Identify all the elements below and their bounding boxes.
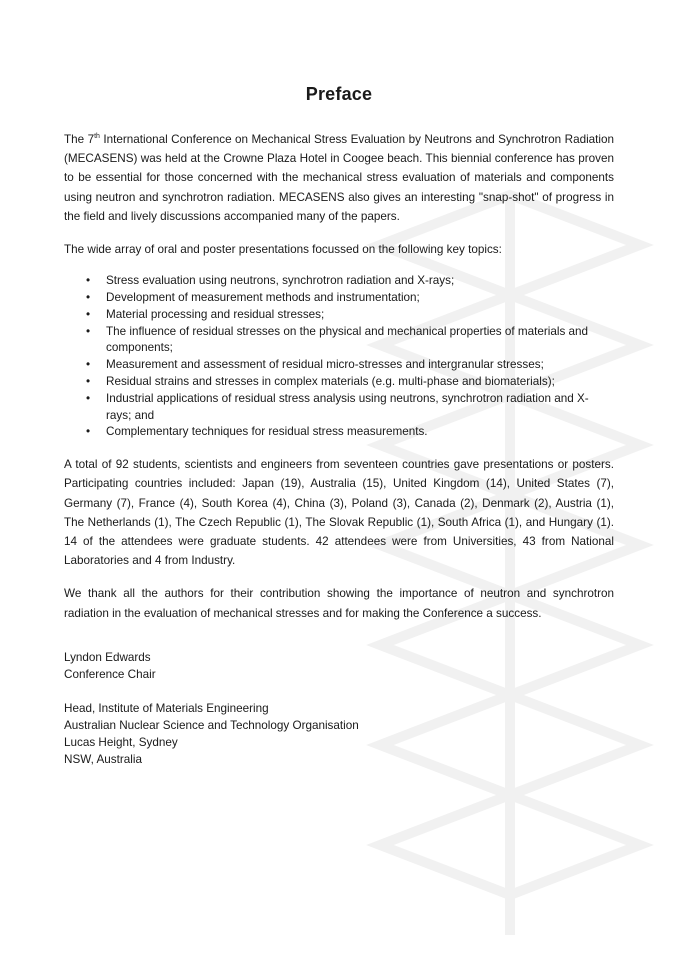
address-line: Lucas Height, Sydney: [64, 735, 178, 749]
topic-text: Residual strains and stresses in complex materials (e.g. multi-phase and biomaterials);: [106, 375, 555, 388]
address-line: NSW, Australia: [64, 752, 142, 766]
bullet-icon: •: [86, 358, 91, 372]
topic-text: Measurement and assessment of residual micro-stresses and intergranular stresses;: [106, 358, 544, 372]
bullet-icon: •: [86, 274, 91, 288]
intro-text-rest: International Conference on Mechanical Stress Evaluation by Neutrons and Synchrotron Radiation (MECASENS) was held at the Crowne Plaza Hotel in Coogee beach. This biennial conference has proven to be essential for those concerned with the mechanical stress evaluation of materials and components using neutron and synchrotron radiation. MECASENS also gives an interesting "snap-shot" of progress in the field and lively discussions accompanied many of the papers.: [64, 133, 615, 223]
list-item: [86, 290, 614, 307]
bullet-icon: •: [86, 307, 91, 321]
topic-text: Material processing and residual stresses;: [106, 307, 325, 321]
participants-paragraph: A total of 92 students, scientists and engineers from seventeen countries gave presentations or posters. Participating countries included: Japan (19), Australia (15), United Kingdom (14), United States (7), Germany (7), France (4), South Korea (4), China (3), Poland (3), Canada (2), Denmark (2), Austria (1), The Netherlands (1), The Czech Republic (1), The Slovak Republic (1), South Africa (1), and Hungary (1). 14 of the attendees were graduate students. 42 attendees were from Universities, 43 from National Laboratories and 4 from Industry.: [64, 458, 614, 568]
ordinal-suffix: th: [94, 133, 100, 141]
list-item: [86, 307, 614, 324]
thanks-paragraph: We thank all the authors for their contribution showing the importance of neutron and synchrotron radiation in the evaluation of mechanical stresses and for making the Conference a success.: [64, 587, 614, 620]
topic-text: The influence of residual stresses on the physical and mechanical properties of materials and components;: [106, 324, 589, 355]
list-item: [86, 324, 614, 358]
bullet-icon: •: [86, 324, 91, 338]
spacer: [64, 683, 614, 700]
signatory-role: Conference Chair: [64, 667, 156, 681]
signature-block: [64, 649, 614, 768]
topic-text: Stress evaluation using neutrons, synchrotron radiation and X-rays;: [106, 274, 455, 288]
bullet-icon: •: [86, 425, 91, 439]
address-line: Head, Institute of Materials Engineering: [64, 701, 269, 715]
topic-text: Development of measurement methods and instrumentation;: [106, 291, 420, 305]
list-item: [86, 424, 614, 441]
list-item: [86, 374, 614, 391]
topic-text: Industrial applications of residual stress analysis using neutrons, synchrotron radiation and X-rays; and: [106, 391, 589, 422]
address-line: Australian Nuclear Science and Technology Organisation: [64, 718, 359, 732]
topic-text: Complementary techniques for residual stress measurements.: [106, 425, 428, 439]
preface-content: [64, 82, 614, 768]
intro-paragraph: [64, 130, 614, 226]
page-title: Preface: [305, 84, 373, 104]
intro-text-start: The 7: [64, 133, 95, 146]
topics-list: [64, 273, 614, 441]
list-item: [86, 391, 614, 425]
bullet-icon: •: [86, 375, 91, 388]
bullet-icon: •: [86, 291, 91, 305]
signatory-name: Lyndon Edwards: [64, 650, 151, 664]
list-item: [86, 357, 614, 374]
topics-intro: The wide array of oral and poster presentations focussed on the following key topics:: [64, 243, 502, 257]
bullet-icon: •: [86, 391, 91, 405]
list-item: [86, 273, 614, 290]
